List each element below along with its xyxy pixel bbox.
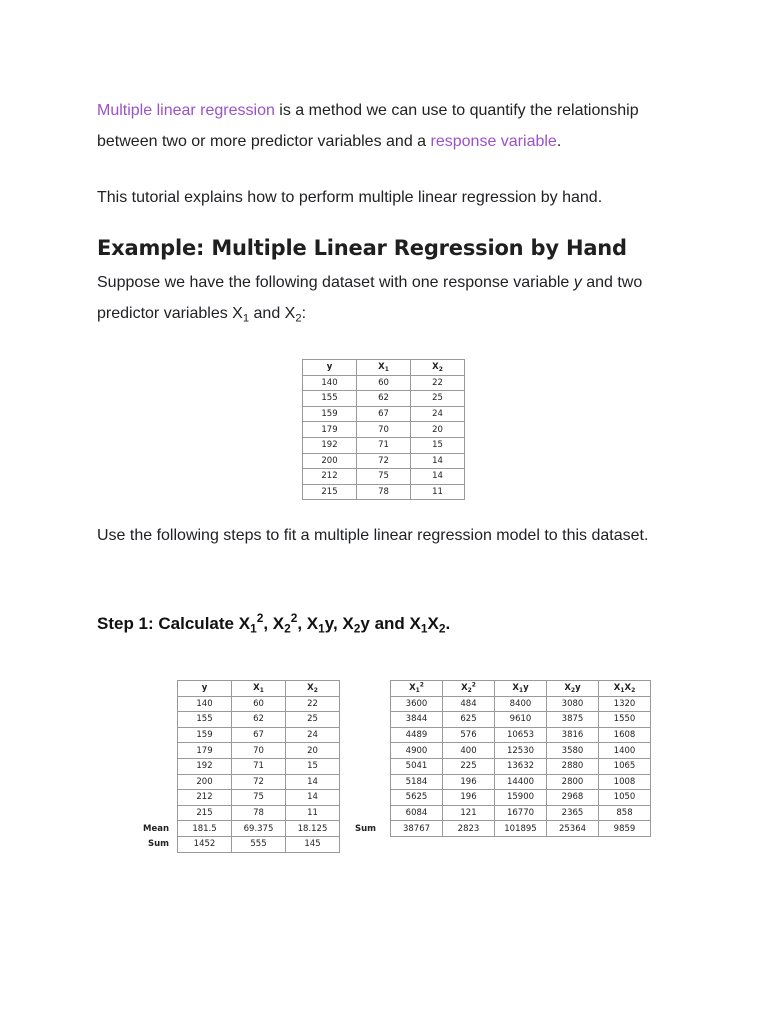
sum-row bbox=[135, 836, 340, 852]
table-cell: 155 bbox=[303, 391, 357, 407]
response-variable-link[interactable]: response variable bbox=[430, 133, 557, 150]
column-header: $X_2y$ bbox=[547, 681, 599, 697]
step1-heading: Step 1: Calculate $X_1^2$, $X_2^2$, $X_1y$, $X_2y$ and $X_1X_2$. bbox=[97, 610, 451, 636]
table-cell: 3600 bbox=[391, 696, 443, 712]
table-cell: 1320 bbox=[599, 696, 651, 712]
table-cell: 212 bbox=[303, 469, 357, 485]
table-cell: 25 bbox=[411, 391, 465, 407]
subscript: 2 bbox=[284, 621, 291, 636]
table-cell: 555 bbox=[232, 836, 286, 852]
column-header: $X_2^2$ bbox=[443, 681, 495, 697]
table-cell: 67 bbox=[357, 406, 411, 422]
table-cell: 159 bbox=[178, 727, 232, 743]
row-label: Sum bbox=[147, 839, 169, 850]
table-cell: 5041 bbox=[391, 758, 443, 774]
table-cell: 25 bbox=[286, 712, 340, 728]
subscript: 2 bbox=[438, 621, 446, 636]
table-cell: 67 bbox=[232, 727, 286, 743]
column-header: $X_2$ bbox=[286, 681, 340, 697]
table-row bbox=[135, 790, 340, 806]
table-cell: 78 bbox=[232, 805, 286, 821]
row-label bbox=[350, 712, 391, 728]
subscript: 1 bbox=[620, 687, 625, 695]
subscript: 2 bbox=[353, 621, 361, 636]
example-heading: Example: Multiple Linear Regression by Hand bbox=[97, 236, 627, 260]
table-cell: 196 bbox=[443, 774, 495, 790]
table-row bbox=[135, 696, 340, 712]
dataset-intro-text: Suppose we have the following dataset with one response variable bbox=[97, 274, 574, 291]
table-cell: 400 bbox=[443, 743, 495, 759]
table-cell: 14 bbox=[286, 774, 340, 790]
table-row bbox=[350, 774, 651, 790]
table-cell: 12530 bbox=[495, 743, 547, 759]
table-row bbox=[303, 484, 465, 500]
table-row bbox=[350, 696, 651, 712]
table-cell: 71 bbox=[232, 758, 286, 774]
table-row bbox=[350, 727, 651, 743]
table-cell: 484 bbox=[443, 696, 495, 712]
row-label bbox=[350, 774, 391, 790]
table-row bbox=[350, 758, 651, 774]
table-row bbox=[303, 406, 465, 422]
table-cell: 72 bbox=[357, 453, 411, 469]
table-cell: 2800 bbox=[547, 774, 599, 790]
table-cell: 4900 bbox=[391, 743, 443, 759]
table-row bbox=[135, 743, 340, 759]
row-label-spacer bbox=[135, 681, 178, 697]
table-cell: 625 bbox=[443, 712, 495, 728]
table-cell: 858 bbox=[599, 805, 651, 821]
superscript: 2 bbox=[419, 681, 424, 689]
table-cell: 576 bbox=[443, 727, 495, 743]
table-cell: 1065 bbox=[599, 758, 651, 774]
table-row bbox=[303, 469, 465, 485]
table-row bbox=[303, 391, 465, 407]
table-cell: 225 bbox=[443, 758, 495, 774]
table-cell: 71 bbox=[357, 437, 411, 453]
table-cell: 24 bbox=[411, 406, 465, 422]
table-cell: 60 bbox=[357, 375, 411, 391]
subscript: 1 bbox=[384, 366, 389, 374]
table-cell: 20 bbox=[286, 743, 340, 759]
table-row bbox=[135, 758, 340, 774]
table-row bbox=[303, 375, 465, 391]
table-cell: 69.375 bbox=[232, 821, 286, 837]
table-cell: 13632 bbox=[495, 758, 547, 774]
table-cell: 159 bbox=[303, 406, 357, 422]
table-cell: 2880 bbox=[547, 758, 599, 774]
table-cell: 1008 bbox=[599, 774, 651, 790]
dataset-table bbox=[302, 359, 465, 500]
table-cell: 15900 bbox=[495, 790, 547, 806]
table-row bbox=[350, 805, 651, 821]
table-cell: 11 bbox=[411, 484, 465, 500]
table-cell: 14 bbox=[286, 790, 340, 806]
table-cell: 140 bbox=[178, 696, 232, 712]
row-label bbox=[135, 743, 178, 759]
table-cell: 121 bbox=[443, 805, 495, 821]
table-cell: 196 bbox=[443, 790, 495, 806]
table-cell: 1608 bbox=[599, 727, 651, 743]
table-cell: 75 bbox=[232, 790, 286, 806]
column-header: y bbox=[303, 360, 357, 376]
summary-table-right bbox=[350, 680, 651, 837]
tutorial-note: This tutorial explains how to perform multiple linear regression by hand. bbox=[97, 189, 603, 206]
table-cell: 101895 bbox=[495, 821, 547, 837]
table-cell: 70 bbox=[232, 743, 286, 759]
row-label bbox=[350, 758, 391, 774]
table-cell: 215 bbox=[303, 484, 357, 500]
table-cell: 25364 bbox=[547, 821, 599, 837]
table-cell: 2968 bbox=[547, 790, 599, 806]
table-cell: 20 bbox=[411, 422, 465, 438]
table-cell: 1452 bbox=[178, 836, 232, 852]
subscript: 2 bbox=[438, 366, 443, 374]
intro-text-end: . bbox=[556, 133, 562, 150]
table-cell: 22 bbox=[411, 375, 465, 391]
table-cell: 2823 bbox=[443, 821, 495, 837]
dataset-intro-text: : bbox=[301, 305, 307, 322]
dataset-intro-text: and two predictor variables X bbox=[97, 274, 643, 322]
table-cell: 1400 bbox=[599, 743, 651, 759]
table-cell: 1550 bbox=[599, 712, 651, 728]
table-cell: 14400 bbox=[495, 774, 547, 790]
table-cell: 75 bbox=[357, 469, 411, 485]
superscript: 2 bbox=[471, 681, 476, 689]
column-header: $X_1X_2$ bbox=[599, 681, 651, 697]
row-label bbox=[350, 790, 391, 806]
table-cell: 140 bbox=[303, 375, 357, 391]
table-cell: 15 bbox=[411, 437, 465, 453]
table-cell: 15 bbox=[286, 758, 340, 774]
table-cell: 78 bbox=[357, 484, 411, 500]
row-label: Sum bbox=[354, 823, 376, 834]
table-cell: 6084 bbox=[391, 805, 443, 821]
table-cell: 22 bbox=[286, 696, 340, 712]
table-cell: 24 bbox=[286, 727, 340, 743]
sum-row bbox=[350, 821, 651, 837]
subscript: 1 bbox=[518, 687, 524, 695]
table-cell: 3844 bbox=[391, 712, 443, 728]
subscript: 1 bbox=[420, 621, 428, 636]
table-cell: 11 bbox=[286, 805, 340, 821]
table-row bbox=[135, 774, 340, 790]
row-label bbox=[350, 696, 391, 712]
dataset-intro bbox=[97, 267, 697, 329]
subscript: 1 bbox=[242, 312, 250, 325]
row-label bbox=[350, 727, 391, 743]
table-cell: 4489 bbox=[391, 727, 443, 743]
row-label bbox=[135, 712, 178, 728]
column-header: y bbox=[178, 681, 232, 697]
dataset-intro-text: and X bbox=[249, 305, 296, 322]
table-row bbox=[350, 743, 651, 759]
table-cell: 10653 bbox=[495, 727, 547, 743]
table-cell: 9859 bbox=[599, 821, 651, 837]
table-cell: 3080 bbox=[547, 696, 599, 712]
response-variable-y: y bbox=[573, 274, 582, 291]
table-cell: 16770 bbox=[495, 805, 547, 821]
table-cell: 62 bbox=[232, 712, 286, 728]
subscript: 2 bbox=[631, 687, 636, 695]
table-cell: 5184 bbox=[391, 774, 443, 790]
table-row bbox=[135, 727, 340, 743]
column-header: $X_1$ bbox=[357, 360, 411, 376]
intro-paragraph bbox=[97, 95, 697, 157]
subscript: 2 bbox=[313, 687, 318, 695]
table-cell: 145 bbox=[286, 836, 340, 852]
row-label: Mean bbox=[142, 823, 169, 834]
table-cell: 62 bbox=[357, 391, 411, 407]
table-cell: 192 bbox=[303, 437, 357, 453]
table-cell: 3816 bbox=[547, 727, 599, 743]
table-cell: 179 bbox=[303, 422, 357, 438]
table-cell: 60 bbox=[232, 696, 286, 712]
subscript: 1 bbox=[250, 621, 257, 636]
row-label bbox=[135, 805, 178, 821]
column-header: $X_1y$ bbox=[495, 681, 547, 697]
subscript: 2 bbox=[570, 687, 576, 695]
summary-table-left bbox=[135, 680, 340, 853]
table-cell: 9610 bbox=[495, 712, 547, 728]
table-cell: 14 bbox=[411, 469, 465, 485]
table-row bbox=[350, 790, 651, 806]
row-label bbox=[135, 727, 178, 743]
table-cell: 18.125 bbox=[286, 821, 340, 837]
table-cell: 70 bbox=[357, 422, 411, 438]
table-cell: 212 bbox=[178, 790, 232, 806]
table-cell: 181.5 bbox=[178, 821, 232, 837]
table-cell: 2365 bbox=[547, 805, 599, 821]
table-row bbox=[303, 437, 465, 453]
superscript: 2 bbox=[256, 610, 264, 625]
table-cell: 155 bbox=[178, 712, 232, 728]
row-label bbox=[135, 758, 178, 774]
row-label bbox=[350, 805, 391, 821]
subscript: 1 bbox=[415, 687, 420, 695]
column-header: $X_1$ bbox=[232, 681, 286, 697]
multiple-linear-regression-link[interactable]: Multiple linear regression bbox=[97, 102, 275, 119]
table-cell: 1050 bbox=[599, 790, 651, 806]
table-cell: 3580 bbox=[547, 743, 599, 759]
intro-text: is a method we can use to quantify the relationship between two or more predictor variables and a bbox=[97, 102, 639, 150]
column-header: $X_2$ bbox=[411, 360, 465, 376]
subscript: 1 bbox=[259, 687, 264, 695]
superscript: 2 bbox=[290, 610, 298, 625]
subscript: 1 bbox=[318, 621, 325, 636]
steps-intro: Use the following steps to fit a multiple linear regression model to this dataset. bbox=[97, 527, 649, 544]
mean-row bbox=[135, 821, 340, 837]
table-cell: 200 bbox=[178, 774, 232, 790]
table-cell: 72 bbox=[232, 774, 286, 790]
table-cell: 192 bbox=[178, 758, 232, 774]
table-cell: 215 bbox=[178, 805, 232, 821]
table-cell: 38767 bbox=[391, 821, 443, 837]
row-label bbox=[135, 696, 178, 712]
table-cell: 200 bbox=[303, 453, 357, 469]
table-cell: 14 bbox=[411, 453, 465, 469]
table-row bbox=[135, 805, 340, 821]
column-header: $X_1^2$ bbox=[391, 681, 443, 697]
row-label bbox=[350, 743, 391, 759]
row-label bbox=[135, 774, 178, 790]
table-row bbox=[135, 712, 340, 728]
table-cell: 179 bbox=[178, 743, 232, 759]
subscript: 2 bbox=[467, 687, 472, 695]
table-row bbox=[303, 453, 465, 469]
table-row bbox=[350, 712, 651, 728]
table-cell: 3875 bbox=[547, 712, 599, 728]
table-cell: 5625 bbox=[391, 790, 443, 806]
row-label bbox=[135, 790, 178, 806]
table-row bbox=[303, 422, 465, 438]
row-label-spacer bbox=[350, 681, 391, 697]
subscript: 2 bbox=[295, 312, 302, 325]
table-cell: 8400 bbox=[495, 696, 547, 712]
